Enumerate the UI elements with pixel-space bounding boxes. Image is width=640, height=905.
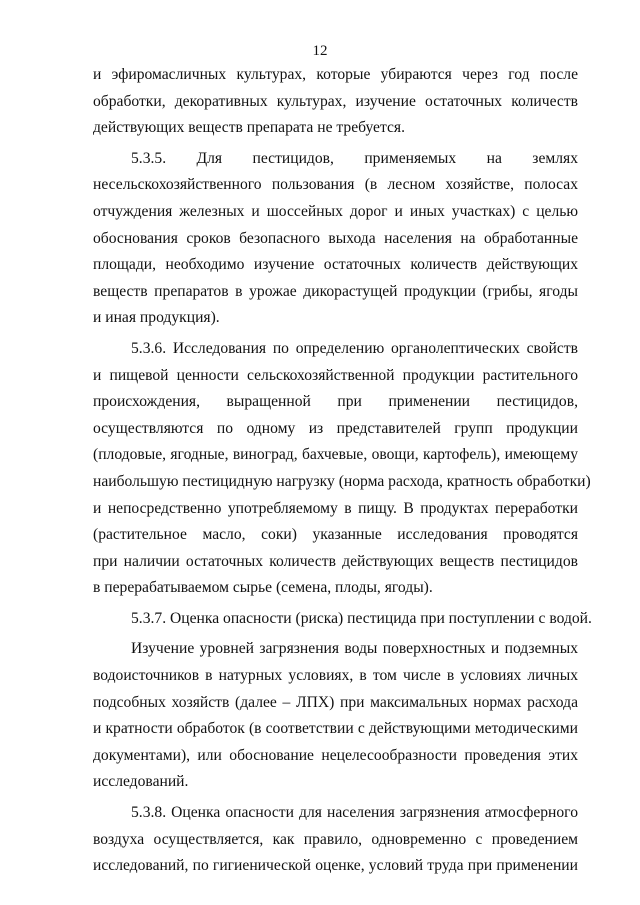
text-line: водоисточников в натурных условиях, в том числе в условиях личных	[93, 667, 578, 685]
paragraph-5-3-5	[93, 146, 578, 332]
text-line: Изучение уровней загрязнения воды поверхностных и подземных	[131, 640, 578, 658]
text-line: при наличии остаточных количеств действующих веществ пестицидов	[93, 552, 578, 570]
text-line: 5.3.8. Оценка опасности для населения загрязнения атмосферного	[131, 804, 578, 822]
text-line: в перерабатываемом сырье (семена, плоды, ягоды).	[93, 579, 433, 597]
text-line: отчуждения железных и шоссейных дорог и иных участках) с целью	[93, 202, 578, 220]
text-line: и иная продукция).	[93, 309, 220, 327]
text-line: несельскохозяйственного пользования (в лесном хозяйстве, полосах	[93, 176, 578, 194]
text-line: 5.3.6. Исследования по определению органолептических свойств	[131, 339, 578, 357]
text-line: исследований.	[93, 773, 189, 791]
document-body	[93, 62, 592, 880]
text-line: веществ препаратов в урожае дикорастущей продукции (грибы, ягоды	[93, 282, 578, 300]
text-line: действующих веществ препарата не требуется.	[93, 119, 405, 137]
text-line: и эфиромасличных культурах, которые убираются через год после	[93, 66, 578, 83]
page-number: 12	[312, 43, 328, 59]
text-line: воздуха осуществляется, как правило, одновременно с проведением	[93, 830, 578, 848]
text-line: и непосредственно употребляемому в пищу. В продуктах переработки	[93, 499, 578, 517]
text-line: 5.3.5. Для пестицидов, применяемых на землях	[131, 149, 578, 167]
text-line: и кратности обработок (в соответствии с действующими методическими	[93, 720, 578, 738]
text-line: и пищевой ценности сельскохозяйственной продукции растительного	[93, 366, 578, 384]
text-line: подсобных хозяйств (далее – ЛПХ) при максимальных нормах расхода	[93, 693, 578, 711]
text-line: происхождения, выращенной при применении пестицидов,	[93, 393, 578, 411]
text-line: (растительное масло, соки) указанные исследования проводятся	[93, 526, 578, 544]
paragraph-5-3-6	[93, 336, 591, 602]
text-line: наибольшую пестицидную нагрузку (норма расхода, кратность обработки)	[93, 472, 591, 490]
text-line: 5.3.7. Оценка опасности (риска) пестицида при поступлении с водой.	[131, 609, 592, 627]
text-line: документами), или обоснование нецелесообразности проведения этих	[93, 746, 578, 764]
text-line: (плодовые, ягодные, виноград, бахчевые, овощи, картофель), имеющему	[93, 446, 578, 464]
text-line: исследований, по гигиенической оценке, условий труда при применении	[93, 857, 578, 875]
text-line: обработки, декоративных культурах, изучение остаточных количеств	[93, 92, 578, 110]
paragraph-5-3-8	[93, 800, 578, 880]
text-line: осуществляются по одному из представителей групп продукции	[93, 419, 578, 437]
text-line: площади, необходимо изучение остаточных количеств действующих	[93, 256, 578, 274]
paragraph-continuation	[93, 62, 578, 142]
paragraph-5-3-7	[93, 606, 592, 633]
paragraph-water-study	[93, 636, 578, 796]
text-line: обоснования сроков безопасного выхода населения на обработанные	[93, 229, 578, 247]
